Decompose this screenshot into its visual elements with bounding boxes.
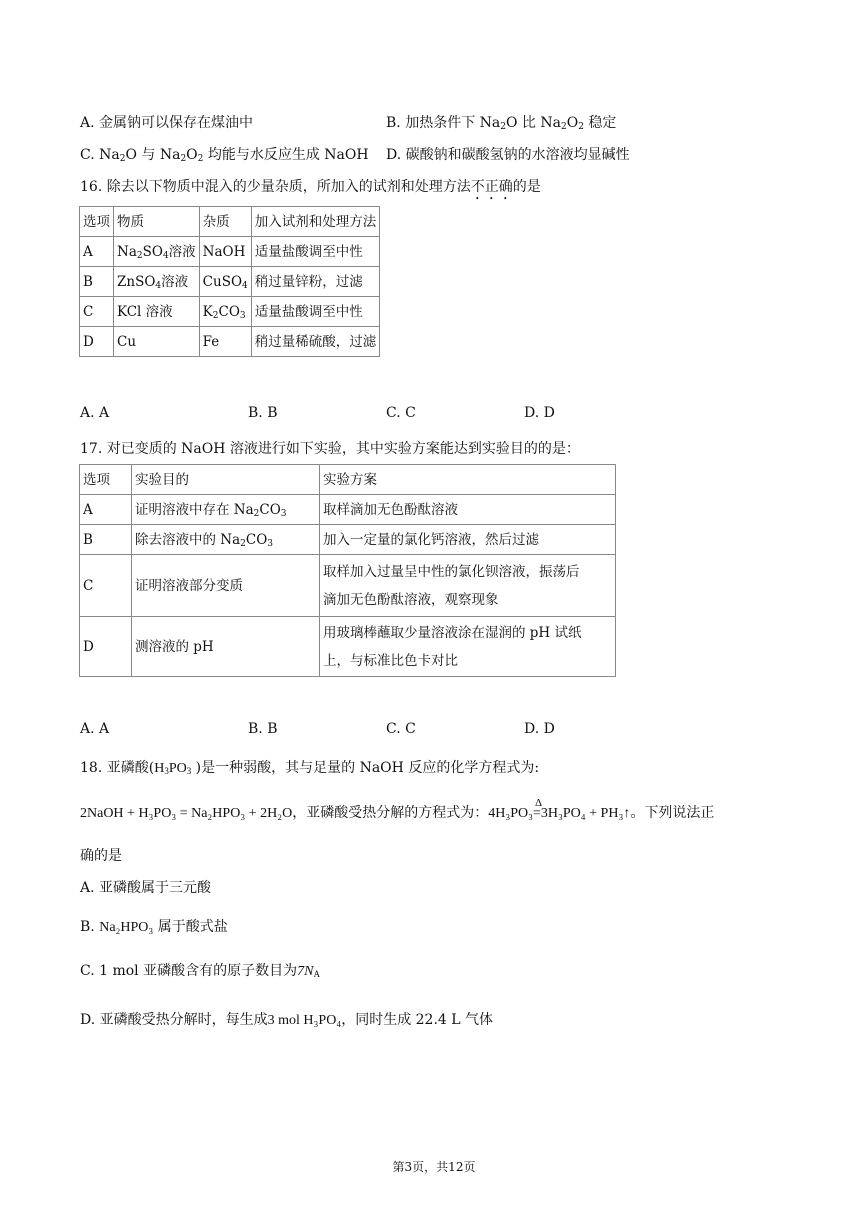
impurity-cell: NaOH	[199, 237, 251, 267]
q18-equations-line: 2NaOH + H₃PO₃ = Na₂HPO₃ + 2H₂O，亚磷酸受热分解的方程式为：4H₃PO₃ Δ =3H₃PO₄ + PH₃↑。下列说法正	[80, 797, 715, 821]
header-cell: 物质	[114, 207, 200, 237]
header-cell: 加入试剂和处理方法	[251, 207, 380, 237]
plan-cell: 加入一定量的氯化钙溶液，然后过滤	[320, 525, 616, 555]
q18-option-c: C. 1 mol 亚磷酸含有的原子数目为$7N_A$	[80, 963, 320, 979]
page-footer: 第3页，共12页	[392, 1160, 476, 1174]
option-cell: B	[80, 267, 114, 297]
q17-choice-c: C. C	[386, 721, 416, 737]
method-cell: 适量盐酸调至中性	[251, 237, 380, 267]
q15-option-a: A. 金属钠可以保存在煤油中	[80, 115, 254, 131]
substance-cell: $Na_2SO_4$溶液	[114, 237, 200, 267]
q17-table	[79, 464, 616, 677]
option-cell: A	[80, 237, 114, 267]
equation-decomposition: 4H₃PO₃ Δ =3H₃PO₄ + PH₃↑	[488, 797, 631, 821]
table-row	[80, 267, 380, 297]
method-cell: 适量盐酸调至中性	[251, 297, 380, 327]
option-cell: D	[80, 617, 132, 677]
table-row	[80, 297, 380, 327]
table-row	[80, 525, 616, 555]
header-cell: 选项	[80, 207, 114, 237]
table-header-row	[80, 465, 616, 495]
q16-choice-c: C. C	[386, 405, 416, 421]
q18-option-a: A. 亚磷酸属于三元酸	[80, 880, 212, 896]
option-cell: A	[80, 495, 132, 525]
header-cell: 选项	[80, 465, 132, 495]
substance-cell: ZnSO$_4$溶液	[114, 267, 200, 297]
goal-cell: 测溶液的 pH	[132, 617, 320, 677]
q16-choice-d: D. D	[524, 405, 555, 421]
plan-cell: 用玻璃棒蘸取少量溶液涂在湿润的 pH 试纸 上，与标准比色卡对比	[320, 617, 616, 677]
substance-cell: KCl 溶液	[114, 297, 200, 327]
q17-stem: 17. 对已变质的 NaOH 溶液进行如下实验，其中实验方案能达到实验目的的是：	[80, 441, 580, 457]
option-cell: B	[80, 525, 132, 555]
header-cell: 实验目的	[132, 465, 320, 495]
header-cell: 实验方案	[320, 465, 616, 495]
q18-stem: 18. 亚磷酸($H_3PO_3$ )是一种弱酸，其与足量的 NaOH 反应的化学方程式为:	[80, 760, 540, 776]
plan-cell: 取样加入过量呈中性的氯化钡溶液，振荡后 滴加无色酚酞溶液，观察现象	[320, 555, 616, 617]
goal-cell: 证明溶液部分变质	[132, 555, 320, 617]
header-cell: 杂质	[199, 207, 251, 237]
impurity-cell: CuSO$_4$	[199, 267, 251, 297]
q16-choice-a: A. A	[80, 405, 110, 421]
q16-table	[79, 206, 380, 357]
q17-choice-d: D. D	[524, 721, 555, 737]
table-row	[80, 617, 616, 677]
method-cell: 稍过量锌粉，过滤	[251, 267, 380, 297]
q15-option-d: D. 碳酸钠和碳酸氢钠的水溶液均显碱性	[386, 147, 630, 163]
q15-option-c: C. $Na_2O$ 与 $Na_2O_2$ 均能与水反应生成 NaOH	[80, 147, 369, 164]
goal-cell: 证明溶液中存在 $Na_2CO_3$	[132, 495, 320, 525]
q17-choice-b: B. B	[248, 721, 278, 737]
table-row	[80, 237, 380, 267]
q15-option-b: B. 加热条件下 $Na_2O$ 比 $Na_2O_2$ 稳定	[386, 115, 617, 132]
option-cell: C	[80, 555, 132, 617]
impurity-cell: $K_2CO_3$	[199, 297, 251, 327]
option-cell: C	[80, 297, 114, 327]
table-row	[80, 327, 380, 357]
q16-choice-b: B. B	[248, 405, 278, 421]
q18-option-d: D. 亚磷酸受热分解时，每生成3 mol H₃PO₄，同时生成 22.4 L 气体	[80, 1012, 494, 1028]
equation-neutralization: 2NaOH + H₃PO₃ = Na₂HPO₃ + 2H₂O	[80, 806, 293, 821]
impurity-cell: Fe	[199, 327, 251, 357]
goal-cell: 除去溶液中的 $Na_2CO_3$	[132, 525, 320, 555]
substance-cell: Cu	[114, 327, 200, 357]
q16-stem: 16. 除去以下物质中混入的少量杂质，所加入的试剂和处理方法不正确的是	[80, 179, 541, 195]
method-cell: 稍过量稀硫酸，过滤	[251, 327, 380, 357]
q18-option-b: B. Na₂HPO₃ 属于酸式盐	[80, 919, 228, 935]
q18-stem-continued: 确的是	[80, 848, 122, 864]
plan-cell: 取样滴加无色酚酞溶液	[320, 495, 616, 525]
table-row	[80, 555, 616, 617]
option-cell: D	[80, 327, 114, 357]
q17-choice-a: A. A	[80, 721, 110, 737]
table-header-row	[80, 207, 380, 237]
table-row	[80, 495, 616, 525]
